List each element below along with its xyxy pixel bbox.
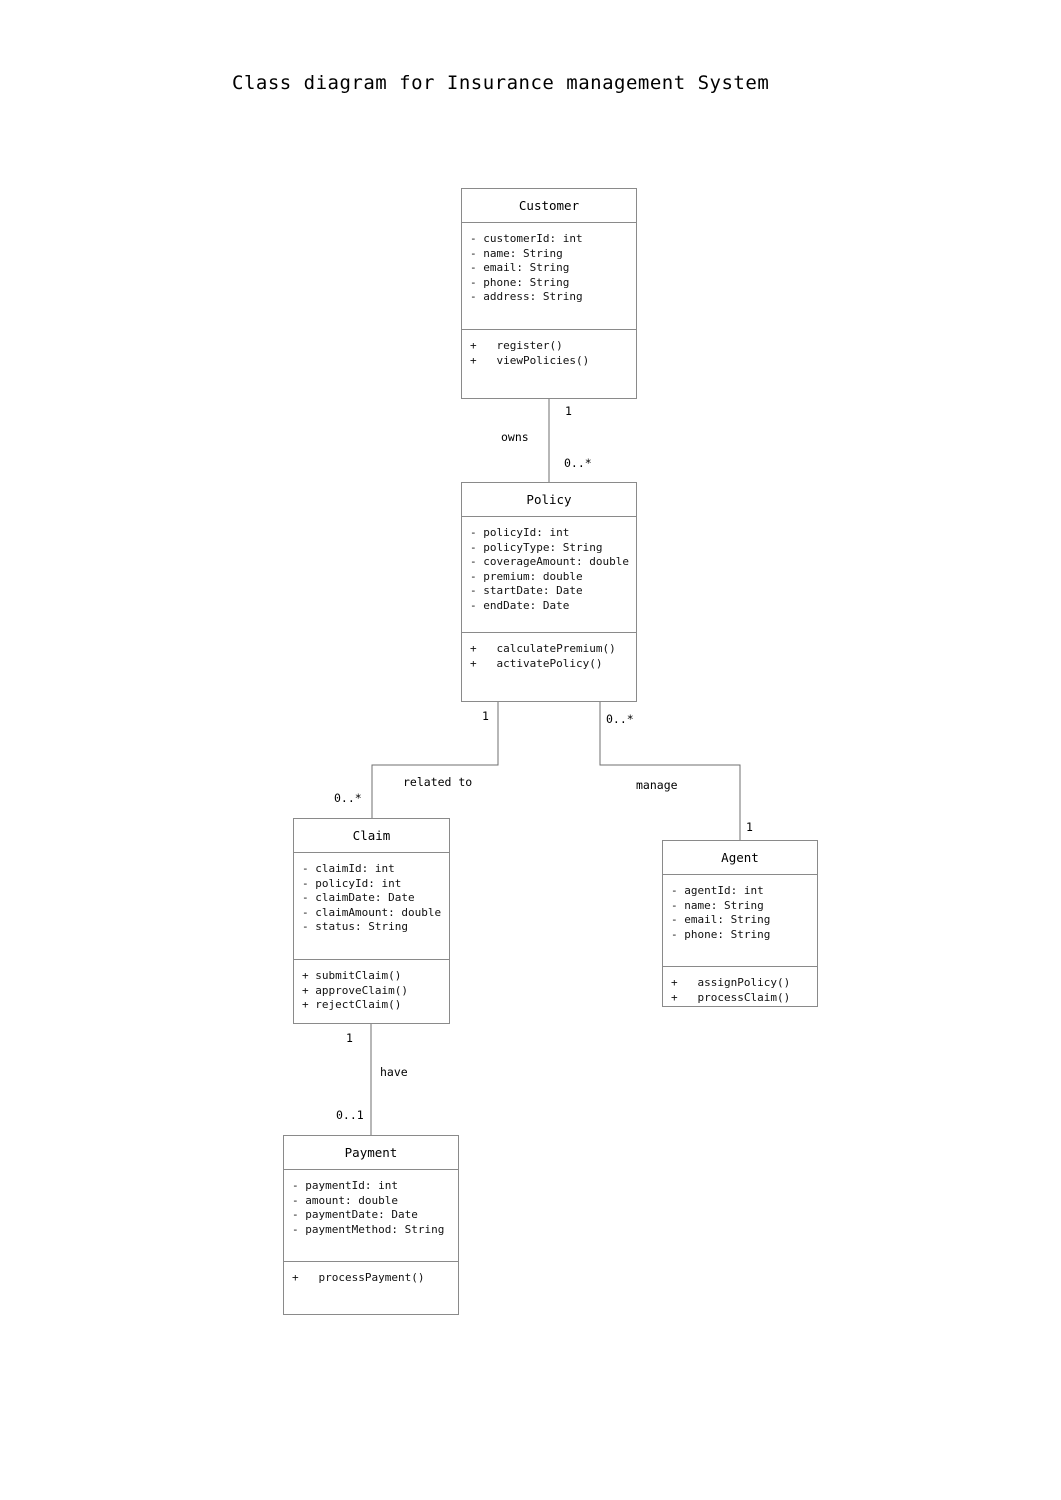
edge-label-manage: manage xyxy=(636,778,678,792)
class-operations-claim xyxy=(294,960,449,1022)
class-box-agent[interactable] xyxy=(662,840,818,1007)
class-box-claim[interactable] xyxy=(293,818,450,1024)
attribute-row: - phone: String xyxy=(671,927,771,941)
attribute-row: - paymentMethod: String xyxy=(292,1222,445,1236)
operation-row: + viewPolicies() xyxy=(470,353,590,367)
attribute-row: - email: String xyxy=(470,261,570,274)
class-box-payment[interactable] xyxy=(283,1135,459,1315)
attribute-row: - policyId: int xyxy=(470,526,570,539)
class-name-agent: Agent xyxy=(663,841,817,875)
multiplicity-have-target: 0..1 xyxy=(336,1108,364,1122)
class-attributes-payment xyxy=(284,1170,458,1262)
attribute-row: - coverageAmount: double xyxy=(470,555,629,568)
attribute-row: - policyId: int xyxy=(302,876,402,890)
multiplicity-owns-target: 0..* xyxy=(564,456,592,470)
class-name-policy: Policy xyxy=(462,483,636,517)
class-name-claim: Claim xyxy=(294,819,449,853)
attribute-row: - paymentId: int xyxy=(292,1179,398,1192)
multiplicity-related-to-source: 1 xyxy=(482,709,489,723)
multiplicity-manage-source: 0..* xyxy=(606,712,634,726)
class-box-policy[interactable] xyxy=(461,482,637,702)
attribute-row: - endDate: Date xyxy=(470,598,570,612)
class-box-customer[interactable] xyxy=(461,188,637,399)
attribute-row: - address: String xyxy=(470,290,583,303)
attribute-row: - claimAmount: double xyxy=(302,905,442,919)
class-name-payment: Payment xyxy=(284,1136,458,1170)
class-attributes-agent xyxy=(663,875,817,967)
attribute-row: - startDate: Date xyxy=(470,584,583,597)
operation-row: + register() xyxy=(470,339,563,352)
attribute-row: - name: String xyxy=(671,898,764,912)
operation-row: + approveClaim() xyxy=(302,983,408,997)
multiplicity-manage-target: 1 xyxy=(746,820,753,834)
class-attributes-policy xyxy=(462,517,636,633)
multiplicity-have-source: 1 xyxy=(346,1031,353,1045)
operation-row: + submitClaim() xyxy=(302,969,402,982)
attribute-row: - policyType: String xyxy=(470,540,603,554)
operation-row: + processPayment() xyxy=(292,1271,425,1284)
class-operations-policy xyxy=(462,633,636,680)
class-operations-payment xyxy=(284,1262,458,1295)
operation-row: + assignPolicy() xyxy=(671,976,791,989)
class-attributes-customer xyxy=(462,223,636,330)
class-operations-customer xyxy=(462,330,636,377)
class-name-customer: Customer xyxy=(462,189,636,223)
class-operations-agent xyxy=(663,967,817,1014)
attribute-row: - amount: double xyxy=(292,1193,398,1207)
attribute-row: - name: String xyxy=(470,246,563,260)
operation-row: + rejectClaim() xyxy=(302,998,402,1011)
multiplicity-owns-source: 1 xyxy=(565,404,572,418)
operation-row: + calculatePremium() xyxy=(470,642,616,655)
attribute-row: - customerId: int xyxy=(470,232,583,245)
edge-label-have: have xyxy=(380,1065,408,1079)
attribute-row: - email: String xyxy=(671,913,771,926)
attribute-row: - paymentDate: Date xyxy=(292,1208,418,1221)
attribute-row: - claimDate: Date xyxy=(302,891,415,904)
attribute-row: - agentId: int xyxy=(671,884,764,897)
attribute-row: - status: String xyxy=(302,920,408,933)
attribute-row: - premium: double xyxy=(470,569,583,583)
attribute-row: - phone: String xyxy=(470,275,570,289)
page-title: Class diagram for Insurance management System xyxy=(232,72,770,94)
operation-row: + processClaim() xyxy=(671,990,791,1004)
edge-label-related-to: related to xyxy=(403,775,473,789)
class-attributes-claim xyxy=(294,853,449,960)
edge-label-owns: owns xyxy=(501,430,529,444)
multiplicity-related-to-target: 0..* xyxy=(334,791,362,805)
attribute-row: - claimId: int xyxy=(302,862,395,875)
operation-row: + activatePolicy() xyxy=(470,656,603,670)
